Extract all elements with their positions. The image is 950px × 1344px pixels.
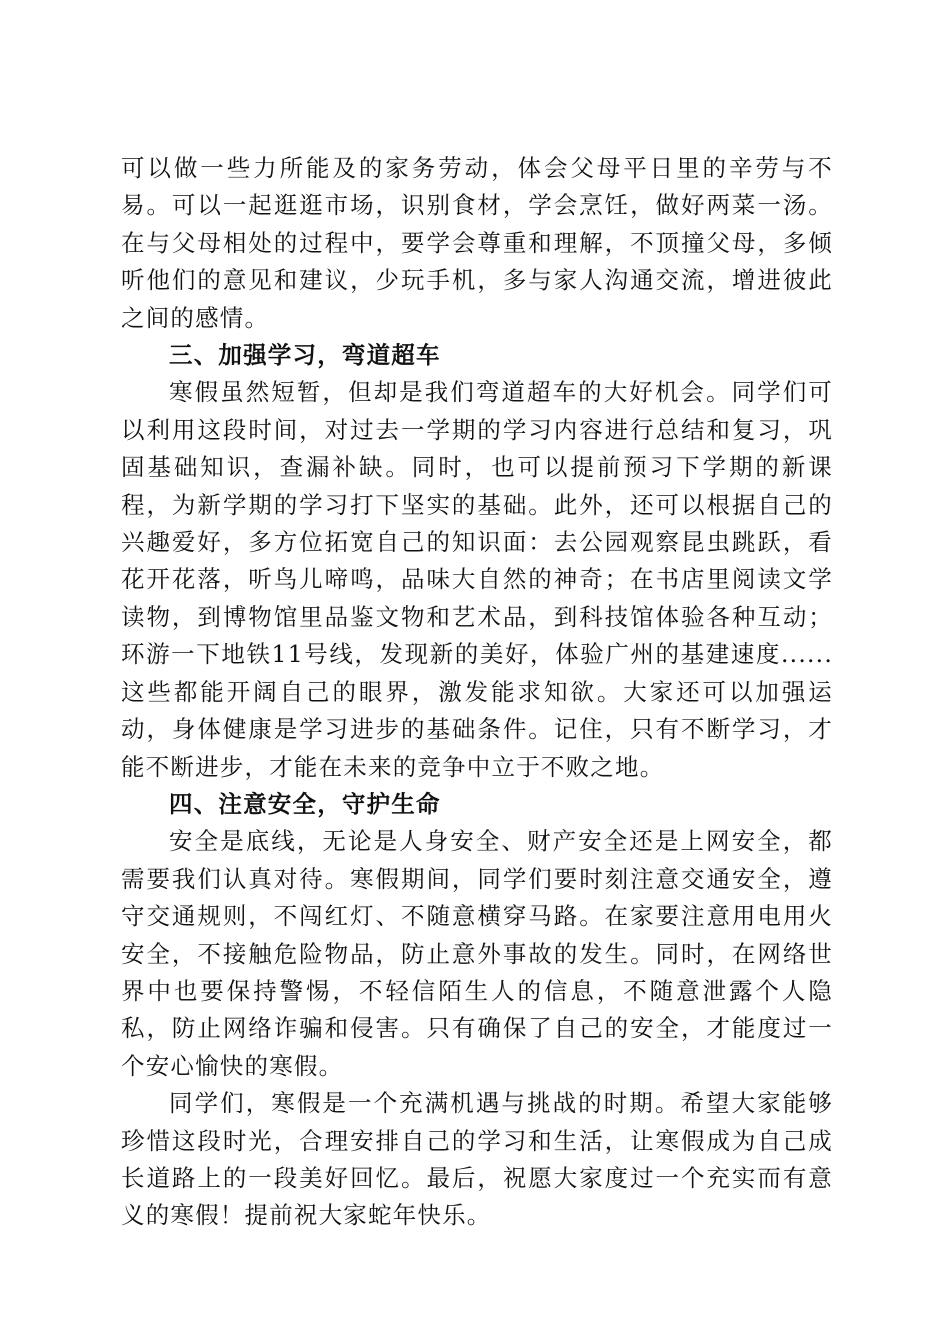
paragraph-safety: 安全是底线，无论是人身安全、财产安全还是上网安全，都需要我们认真对待。寒假期间，同学们要时刻注意交通安全，遵守交通规则，不闯红灯、不随意横穿马路。在家要注意用电用火安全，不接触危险物品，防止意外事故的发生。同时，在网络世界中也要保持警惕，不轻信陌生人的信息，不随意泄露个人隐私，防止网络诈骗和侵害。只有确保了自己的安全，才能度过一个安心愉快的寒假。: [121, 827, 833, 1080]
document-body: [121, 150, 833, 1235]
section-heading-4: 四、注意安全，守护生命: [169, 789, 441, 818]
paragraph-study: 寒假虽然短暂，但却是我们弯道超车的大好机会。同学们可以利用这段时间，对过去一学期的学习内容进行总结和复习，巩固基础知识，查漏补缺。同时，也可以提前预习下学期的新课程，为新学期的学习打下坚实的基础。此外，还可以根据自己的兴趣爱好，多方位拓宽自己的知识面：去公园观察昆虫跳跃，看花开花落，听鸟儿啼鸣，品味大自然的神奇；在书店里阅读文学读物，到博物馆里品鉴文物和艺术品，到科技馆体验各种互动；环游一下地铁11号线，发现新的美好，体验广州的基建速度......这些都能开阔自己的眼界，激发能求知欲。大家还可以加强运动，身体健康是学习进步的基础条件。记住，只有不断学习，才能不断进步，才能在未来的竞争中立于不败之地。: [121, 378, 833, 781]
paragraph-closing: 同学们，寒假是一个充满机遇与挑战的时期。希望大家能够珍惜这段时光，合理安排自己的学习和生活，让寒假成为自己成长道路上的一段美好回忆。最后，祝愿大家度过一个充实而有意义的寒假！提前祝大家蛇年快乐。: [121, 1089, 833, 1230]
paragraph-continued: 可以做一些力所能及的家务劳动，体会父母平日里的辛劳与不易。可以一起逛逛市场，识别食材，学会烹饪，做好两菜一汤。在与父母相处的过程中，要学会尊重和理解，不顶撞父母，多倾听他们的意见和建议，少玩手机，多与家人沟通交流，增进彼此之间的感情。: [121, 154, 833, 332]
section-heading-3: 三、加强学习，弯道超车: [169, 341, 441, 370]
